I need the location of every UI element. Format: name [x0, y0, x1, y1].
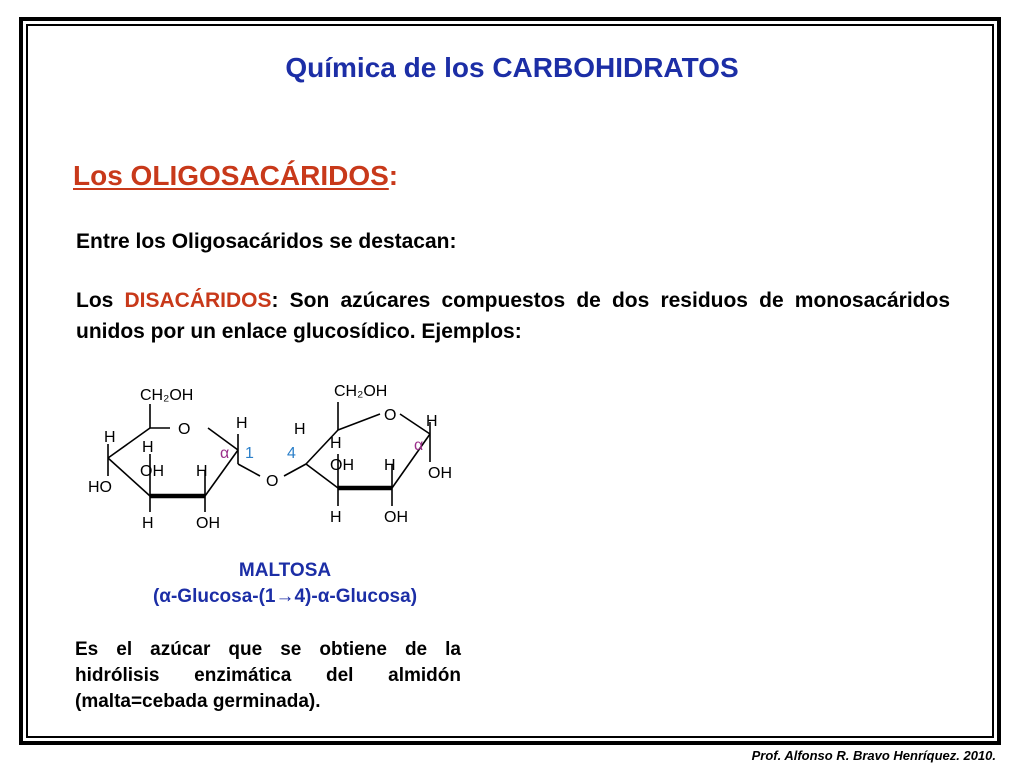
- ring2-h-topright: H: [426, 413, 438, 430]
- ring2-h-bottom: H: [330, 509, 342, 526]
- ring1-h-bottom: H: [142, 515, 154, 532]
- ring2-carbon-number: 4: [287, 445, 296, 462]
- ring1-alpha-label: α: [220, 445, 230, 462]
- section-heading-colon: :: [388, 160, 399, 191]
- maltose-formula: (α-Glucosa-(1→4)-α-Glucosa): [152, 586, 418, 607]
- disaccharides-definition: : Son azúcares compuestos de dos residuos de monosacáridos unidos por un enlace glucosídico. Ejemplos:: [76, 289, 950, 343]
- slide-title: Química de los CARBOHIDRATOS: [285, 52, 739, 83]
- ring1-h-top: H: [236, 415, 248, 432]
- maltose-caption: [100, 558, 470, 610]
- ring2-oh-right: OH: [428, 465, 452, 482]
- ring1-h-right: H: [196, 463, 208, 480]
- ring1-ho: HO: [88, 479, 112, 496]
- ring1-ch2oh: CH₂OH: [140, 387, 194, 404]
- disaccharides-prefix: Los: [76, 289, 125, 312]
- section-heading: [73, 160, 398, 192]
- maltose-description: Es el azúcar que se obtiene de la hidrólisis enzimática del almidón (malta=cebada germinada).: [75, 639, 461, 712]
- disaccharides-term: DISACÁRIDOS: [124, 289, 272, 312]
- maltose-name: MALTOSA: [238, 560, 332, 581]
- ring2-oh-bottom: OH: [384, 509, 408, 526]
- ring2-oxygen: O: [384, 407, 397, 424]
- ring1-oh-bottom: OH: [196, 515, 220, 532]
- maltose-structure-diagram: [80, 372, 480, 537]
- ring2-oh-mid: OH: [330, 457, 354, 474]
- disaccharides-paragraph: [76, 285, 950, 347]
- ring2-ch2oh: CH₂OH: [334, 383, 388, 400]
- ring2-alpha-label: α: [414, 437, 424, 454]
- ring2-h-left: H: [294, 421, 306, 438]
- ring2-h-mid: H: [330, 435, 342, 452]
- ring1-oh-mid: OH: [140, 463, 164, 480]
- author-credit: Prof. Alfonso R. Bravo Henríquez. 2010.: [751, 748, 996, 763]
- glycosidic-oxygen: O: [266, 473, 279, 490]
- section-heading-text: Los OLIGOSACÁRIDOS: [73, 160, 389, 191]
- ring1-carbon-number: 1: [245, 445, 254, 462]
- ring1-h-left: H: [104, 429, 116, 446]
- ring1-oxygen: O: [178, 421, 191, 438]
- ring2-h-right: H: [384, 457, 396, 474]
- intro-text: Entre los Oligosacáridos se destacan:: [76, 230, 457, 253]
- ring1-h-mid: H: [142, 439, 154, 456]
